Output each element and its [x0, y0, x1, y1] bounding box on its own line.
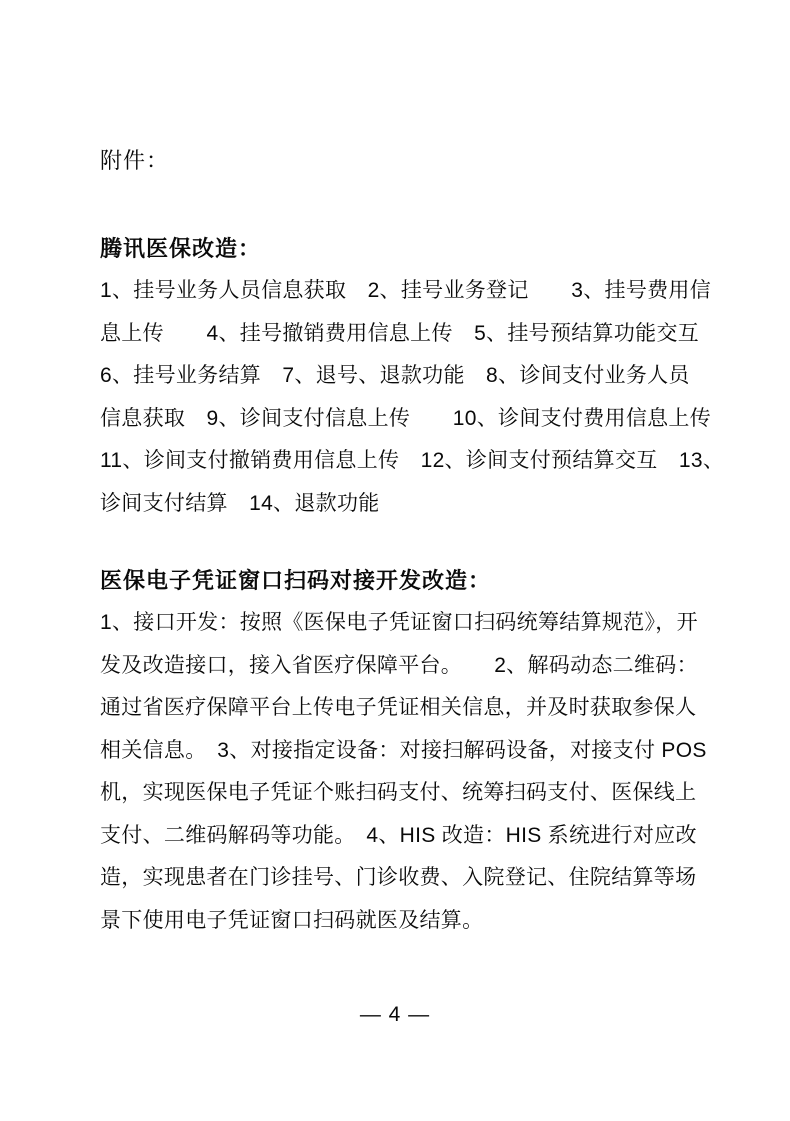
text-line: 诊间支付结算 14、退款功能	[100, 491, 380, 515]
text-line: 6、挂号业务结算 7、退号、退款功能 8、诊间支付业务人员	[100, 364, 690, 387]
section-heading: 腾讯医保改造：	[100, 236, 262, 261]
attachment-label: 附件：	[100, 148, 170, 173]
text-line: 相关信息。 3、对接指定设备：对接扫解码设备，对接支付 POS	[100, 738, 707, 762]
text-line: 息上传 4、挂号撤销费用信息上传 5、挂号预结算功能交互	[100, 321, 700, 345]
section-heading: 医保电子凭证窗口扫码对接开发改造：	[100, 568, 492, 593]
text-line: 1、接口开发：按照《医保电子凭证窗口扫码统筹结算规范》，开	[100, 611, 698, 634]
text-line: 信息获取 9、诊间支付信息上传 10、诊间支付费用信息上传	[100, 406, 712, 430]
text-line: 发及改造接口，接入省医疗保障平台。 2、解码动态二维码：	[100, 653, 698, 677]
document-content	[100, 140, 725, 942]
section-ehc-window-scan	[100, 560, 707, 942]
page-number: — 4 —	[359, 1003, 431, 1026]
text-line: 支付、二维码解码等功能。 4、HIS 改造：HIS 系统进行对应改	[100, 823, 697, 847]
text-line: 1、挂号业务人员信息获取 2、挂号业务登记 3、挂号费用信	[100, 279, 712, 302]
text-line: 机，实现医保电子凭证个账扫码支付、统筹扫码支付、医保线上	[100, 781, 697, 804]
text-line: 景下使用电子凭证窗口扫码就医及结算。	[100, 908, 484, 932]
text-line: 11、诊间支付撤销费用信息上传 12、诊间支付预结算交互 13、	[100, 449, 725, 472]
text-line: 造，实现患者在门诊挂号、门诊收费、入院登记、住院结算等场	[100, 866, 697, 889]
section-tencent-medical-insurance	[100, 228, 725, 525]
text-line: 通过省医疗保障平台上传电子凭证相关信息，并及时获取参保人	[100, 696, 697, 719]
